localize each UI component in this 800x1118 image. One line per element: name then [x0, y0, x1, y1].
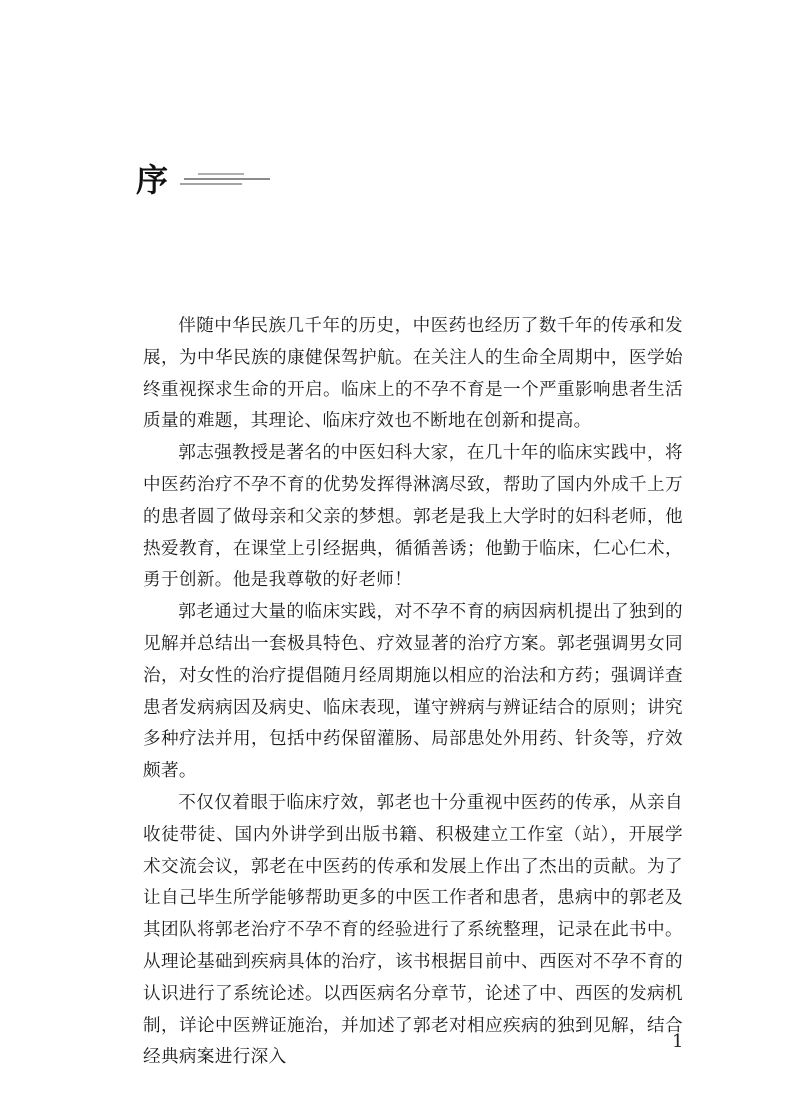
chapter-heading [136, 160, 270, 200]
body-text [143, 311, 683, 1074]
chapter-title: 序 [136, 161, 169, 199]
paragraph-3: 郭老通过大量的临床实践，对不孕不育的病因病机提出了独到的见解并总结出一套极具特色、疗效显著的治疗方案。郭老强调男女同治，对女性的治疗提倡随月经周期施以相应的治法和方药；强调详查患者发病病因及病史、临床表现，谨守辨病与辨证结合的原则；讲究多种疗法并用，包括中药保留灌肠、局部患处外用药、针灸等，疗效颇著。 [143, 602, 683, 782]
ornament-line [198, 173, 244, 175]
page-number: 1 [672, 1031, 684, 1052]
paragraph-2: 郭志强教授是著名的中医妇科大家，在几十年的临床实践中，将中医药治疗不孕不育的优势发挥得淋漓尽致，帮助了国内外成千上万的患者圆了做母亲和父亲的梦想。郭老是我上大学时的妇科老师，他热爱教育，在课堂上引经据典，循循善诱；他勤于临床，仁心仁术，勇于创新。他是我尊敬的好老师！ [143, 443, 683, 591]
ornament-line [184, 178, 270, 180]
paragraph-1: 伴随中华民族几千年的历史，中医药也经历了数千年的传承和发展，为中华民族的康健保驾护航。在关注人的生命全周期中，医学始终重视探求生命的开启。临床上的不孕不育是一个严重影响患者生活质量的难题，其理论、临床疗效也不断地在创新和提高。 [143, 316, 683, 432]
title-ornament-lines [180, 170, 270, 190]
ornament-line [180, 183, 242, 185]
paragraph-4: 不仅仅着眼于临床疗效，郭老也十分重视中医药的传承，从亲自收徒带徒、国内外讲学到出版书籍、积极建立工作室（站），开展学术交流会议，郭老在中医药的传承和发展上作出了杰出的贡献。为了让自己毕生所学能够帮助更多的中医工作者和患者，患病中的郭老及其团队将郭老治疗不孕不育的经验进行了系统整理，记录在此书中。从理论基础到疾病具体的治疗，该书根据目前中、西医对不孕不育的认识进行了系统论述。以西医病名分章节，论述了中、西医的发病机制，详论中医辨证施治，并加述了郭老对相应疾病的独到见解，结合经典病案进行深入 [143, 792, 683, 1068]
